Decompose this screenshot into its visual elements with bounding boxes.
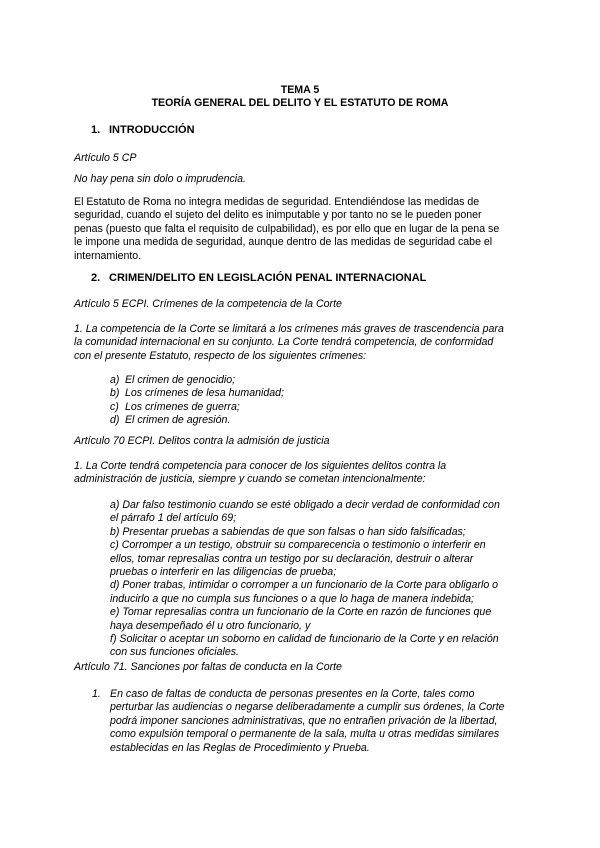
- article-5-cp-quote: No hay pena sin dolo o imprudencia.: [74, 173, 246, 185]
- article-71-paragraph: [92, 688, 536, 755]
- section-number: 2.: [91, 272, 101, 284]
- article-70-ecpi-text: [74, 460, 534, 487]
- intro-line: seguridad, cuando el sujeto del delito es inimputable y por tanto no se le pueden poner: [74, 209, 482, 222]
- offence-line: f) Solicitar o aceptar un soborno en calidad de funcionario de la Corte y en relación: [110, 633, 499, 646]
- list-item: [110, 401, 530, 414]
- offence-line: con sus funciones oficiales.: [110, 646, 239, 659]
- art5-line: 1. La competencia de la Corte se limitará a los crímenes más graves de trascendencia para: [74, 323, 504, 335]
- intro-line: internamiento.: [74, 249, 142, 262]
- intro-line: le impone una medida de seguridad, aunque dentro de las medidas de seguridad cabe el: [74, 236, 493, 249]
- art71-line: podrá imponer sanciones administrativas, que no entrañen privación de la libertad,: [110, 714, 498, 727]
- list-text: Los crímenes de lesa humanidad;: [124, 387, 284, 400]
- list-item: [110, 374, 530, 387]
- article-70-ecpi-heading: Artículo 70 ECPI. Delitos contra la admisión de justicia: [74, 435, 330, 447]
- art5-line: con el presente Estatuto, respecto de los siguientes crímenes:: [74, 349, 367, 362]
- offence-line: el párrafo 1 del artículo 69;: [110, 512, 237, 525]
- intro-line: penas (puesto que falta el requisito de culpabilidad), es por ello que en lugar de la pena se: [74, 222, 500, 235]
- list-label: c): [110, 400, 119, 413]
- article-5-cp-heading: Artículo 5 CP: [74, 152, 137, 164]
- offence-line: haya desempeñado él u otro funcionario, y: [110, 619, 311, 632]
- offence-line: a) Dar falso testimonio cuando se esté obligado a decir verdad de conformidad con: [110, 499, 500, 511]
- section-number: 1.: [91, 124, 101, 136]
- section-heading-introduccion: [91, 124, 195, 137]
- art71-line: establecidas en las Reglas de Procedimiento y Prueba.: [110, 741, 370, 754]
- article-5-crimes-list: [110, 374, 530, 428]
- article-5-ecpi-heading: Artículo 5 ECPI. Crímenes de la competencia de la Corte: [74, 298, 342, 310]
- paragraph-number: 1.: [92, 688, 101, 700]
- list-text: El crimen de genocidio;: [124, 374, 236, 386]
- section-title: INTRODUCCIÓN: [109, 124, 195, 136]
- tema-number: TEMA 5: [280, 84, 320, 96]
- offence-line: ellos, tomar represalias contra un testigo por su declaración, destruir o alterar: [110, 552, 474, 565]
- offence-line: e) Tomar represalias contra un funcionario de la Corte en razón de funciones que: [110, 606, 492, 619]
- list-label: d): [110, 414, 120, 427]
- document-title: TEORÍA GENERAL DEL DELITO Y EL ESTATUTO DE ROMA: [151, 97, 449, 109]
- art70-line: administración de justicia, siempre y cuando se cometan intencionalmente:: [74, 473, 426, 486]
- art70-line: 1. La Corte tendrá competencia para conocer de los siguientes delitos contra la: [74, 460, 447, 472]
- intro-line: El Estatuto de Roma no integra medidas de seguridad. Entendiéndose las medidas de: [74, 196, 480, 208]
- intro-paragraph: [74, 196, 534, 263]
- list-label: a): [110, 374, 120, 386]
- list-item: [110, 414, 530, 427]
- offence-line: pruebas o interferir en las diligencias de prueba;: [110, 566, 337, 579]
- offence-line: c) Corromper a un testigo, obstruir su comparecencia o testimonio o interferir en: [110, 539, 486, 552]
- offence-line: inducirlo a que no cumpla sus funciones o a que lo haga de manera indebida;: [110, 592, 474, 605]
- art71-line: En caso de faltas de conducta de personas presentes en la Corte, tales como: [110, 688, 475, 700]
- art71-line: como expulsión temporal o permanente de la sala, multa u otras medidas similares: [110, 728, 500, 741]
- offence-line: d) Poner trabas, intimidar o corromper a un funcionario de la Corte para obligarlo o: [110, 579, 499, 592]
- art5-line: la comunidad internacional en su conjunto. La Corte tendrá competencia, de conformidad: [74, 336, 494, 349]
- section-title: CRIMEN/DELITO EN LEGISLACIÓN PENAL INTERNACIONAL: [109, 272, 427, 284]
- article-5-ecpi-text: [74, 323, 534, 363]
- list-text: Los crímenes de guerra;: [124, 400, 240, 413]
- list-label: b): [110, 387, 120, 400]
- section-heading-crimen-delito: [91, 272, 426, 285]
- list-item: [110, 387, 530, 400]
- list-text: El crimen de agresión.: [124, 414, 231, 427]
- art71-line: perturbar las audiencias o negarse deliberadamente a cumplir sus órdenes, la Corte: [110, 701, 505, 714]
- article-71-heading: Artículo 71. Sanciones por faltas de conducta en la Corte: [74, 661, 342, 673]
- article-70-offences-list: [110, 499, 530, 660]
- offence-line: b) Presentar pruebas a sabiendas de que son falsas o han sido falsificadas;: [110, 525, 466, 538]
